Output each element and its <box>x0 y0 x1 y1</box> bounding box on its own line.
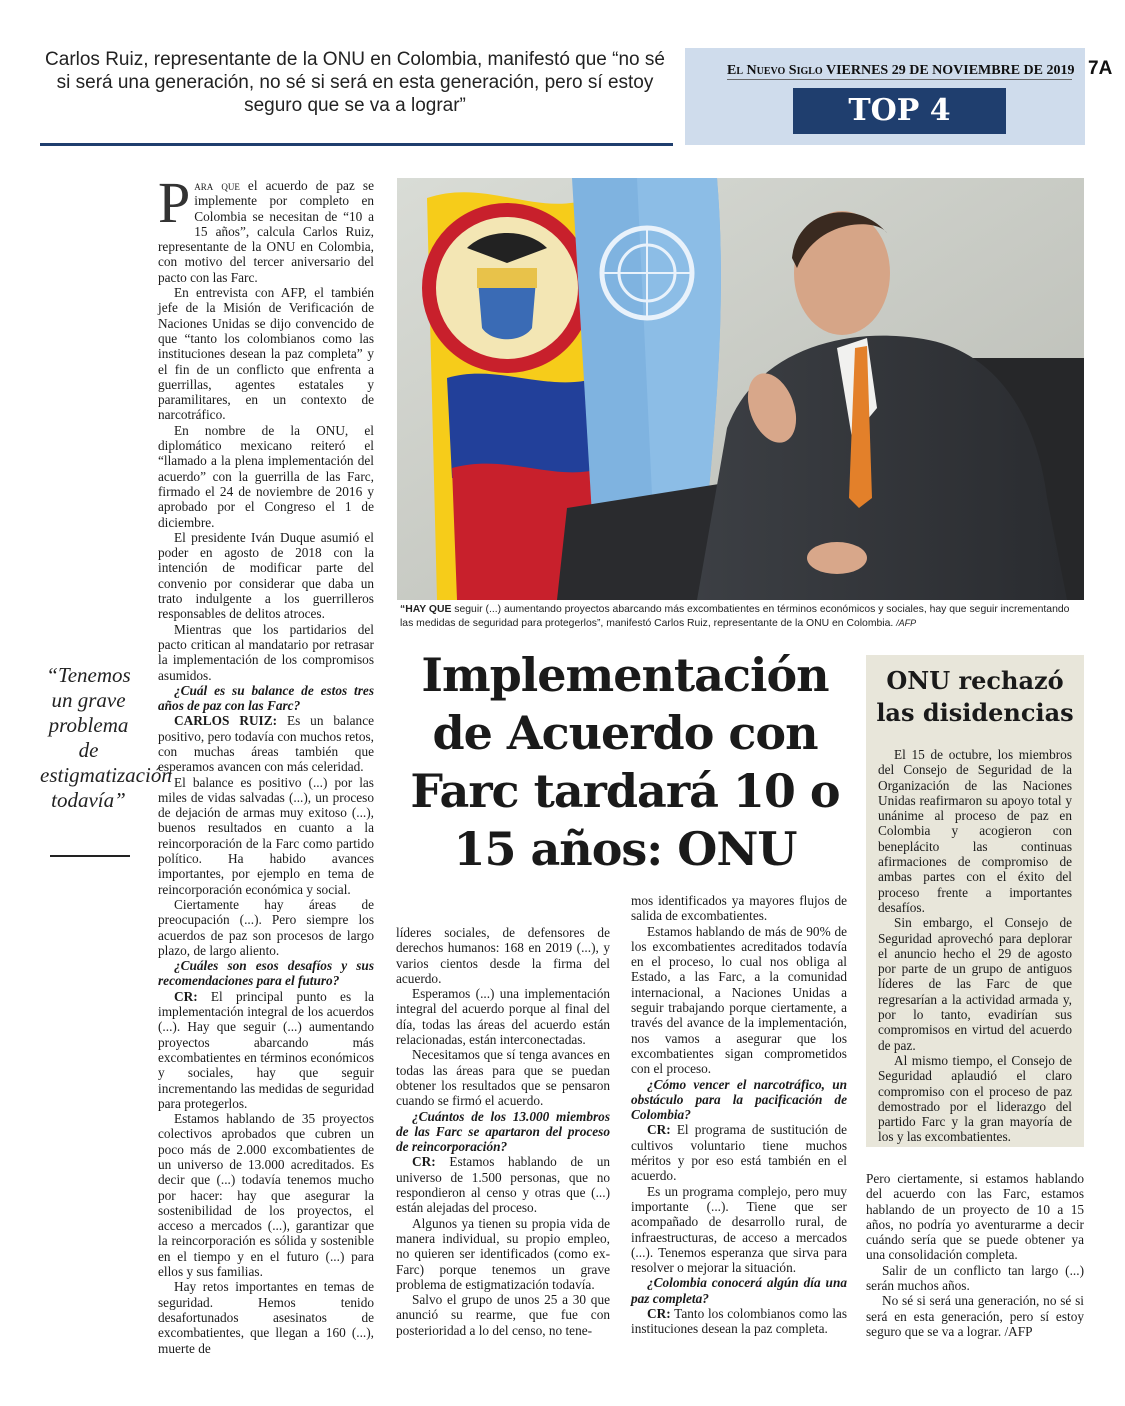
article-column-3 <box>396 925 610 1338</box>
speaker-label: CR: <box>647 1122 671 1138</box>
page-number: 7A <box>1088 58 1113 79</box>
lead-text: el acuerdo de paz se implemente por completo en Colombia se necesitan de “10 a 15 años”, calcula Carlos Ruiz, representante de la ONU en Colombia, con motivo del tercer aniversario del pacto con las Farc. <box>158 178 374 285</box>
paragraph: Mientras que los partidarios del pacto critican al mandatario por retrasar la implementación de los compromisos asumidos. <box>158 621 374 683</box>
paragraph: El balance es positivo (...) por las miles de vidas salvadas (...), un proceso de dejación de armas muy exitoso (...), buenos resultados en cuanto a la reincorporación de la Farc como partido político. Ha habido avances importantes, por ejemplo en tema de reincorporación económica y social. <box>158 774 374 897</box>
paragraph: Algunos ya tienen su propia vida de manera individual, su propio empleo, no quieren ser identificados (como ex-Farc) porque tenemos un grave problema de estigmatización todavía. <box>396 1215 610 1292</box>
paragraph: El 15 de octubre, los miembros del Consejo de Seguridad de la Organización de las Naciones Unidas reafirmaron su apoyo total y unánime al proceso de paz en Colombia y acogieron con beneplácito las continuas afirmaciones de compromiso de ambas partes con el éxito del proceso frente a importantes desafíos. <box>878 747 1072 915</box>
paragraph: Al mismo tiempo, el Consejo de Seguridad aplaudió el claro compromiso con el proceso de paz demostrado por el liderazgo del partido Farc y la gran mayoría de los y las excombatientes. <box>878 1052 1072 1145</box>
speaker-label: CR: <box>412 1154 436 1170</box>
lead-words: ara que <box>194 178 240 193</box>
photo-caption <box>400 603 1080 630</box>
article-photo <box>397 178 1084 600</box>
speaker-label: CR: <box>174 988 198 1004</box>
paragraph: Salvo el grupo de unos 25 a 30 que anunció su rearme, que fue con posterioridad a lo del censo, no tene- <box>396 1292 610 1338</box>
newspaper-name: El Nuevo Siglo <box>727 63 823 78</box>
answer-text: El principal punto es la implementación integral de los acuerdos (...). Hay que seguir (...) aumentando proyectos abarcando más excombatientes en términos económicos y sociales, hay que seguir incrementando las medidas de seguridad para protegerlos. <box>158 988 374 1111</box>
header-quote: Carlos Ruiz, representante de la ONU en Colombia, manifestó que “no sé si será una generación, no sé si será en esta generación, pero sí estoy seguro que se va a lograr” <box>45 49 665 116</box>
interview-answer <box>396 1154 610 1215</box>
interview-answer <box>158 713 374 774</box>
answer-text: El programa de sustitución de cultivos voluntario tiene muchos méritos y por eso está también en el acuerdo. <box>631 1122 847 1184</box>
interview-answer <box>158 989 374 1111</box>
interview-question: ¿Colombia conocerá algún día una paz completa? <box>631 1275 847 1306</box>
paragraph: Estamos hablando de 35 proyectos colectivos aprobados que cubren un poco más de 2.000 excombatientes de un universo de 13.000 acreditados. Es decir que (...) todavía tenemos mucho por hacer: hay que asegurar la sostenibilidad de los proyectos, el acceso a mercados (...), garantizar que la reincorporación es sólida y sostenible en el tiempo y en el futuro (...) para ellos y sus familias. <box>158 1111 374 1280</box>
paragraph: Salir de un conflicto tan largo (...) serán muchos años. <box>866 1262 1084 1294</box>
paragraph: Pero ciertamente, si estamos hablando del acuerdo con las Farc, estamos hablando de un proyecto de 10 a 15 años, no podría yo aventurarme a decir cuándo sería que se puede obtener ya una consolidación completa. <box>866 1171 1084 1263</box>
interview-question: ¿Cuántos de los 13.000 miembros de las Farc se apartaron del proceso de reincorporación? <box>396 1108 610 1155</box>
masthead <box>685 48 1113 145</box>
paragraph: En nombre de la ONU, el diplomático mexicano reiteró el “llamado a la plena implementación del acuerdo” con la guerrilla de las Farc, firmado el 24 de noviembre de 2016 y aprobado por el Congreso el 1 de diciembre. <box>158 422 374 530</box>
header-divider <box>40 143 673 146</box>
headline: Implementación de Acuerdo con Farc tardará 10 o 15 años: ONU <box>410 648 840 876</box>
interview-question: ¿Cuáles son esos desafíos y sus recomendaciones para el futuro? <box>158 958 374 989</box>
answer-text: Tanto los colombianos como las instituciones desean la paz completa. <box>631 1306 847 1337</box>
pull-quote-rule <box>50 855 130 857</box>
caption-lead: “HAY QUE <box>400 604 452 615</box>
answer-text: Estamos hablando de un universo de 1.500 personas, que no respondieron al censo y otras que (...) están alejadas del proceso. <box>396 1154 610 1216</box>
paragraph: Necesitamos que sí tenga avances en todas las áreas para que se puedan obtener los resultados que se pensaron cuando se firmó el acuerdo. <box>396 1047 610 1109</box>
paragraph: No sé si será una generación, no sé si será en esta generación, pero sí estoy seguro que se va a lograr. /AFP <box>866 1293 1084 1339</box>
masthead-rule <box>727 79 1072 80</box>
paragraph: Esperamos (...) una implementación integral del acuerdo porque al final del día, todas las áreas del acuerdo están relacionadas, están interconectadas. <box>396 986 610 1048</box>
pull-quote: “Tenemos un grave problema de estigmatización todavía” <box>40 663 172 812</box>
interview-question: ¿Cómo vencer el narcotráfico, un obstáculo para la pacificación de Colombia? <box>631 1076 847 1123</box>
caption-text: seguir (...) aumentando proyectos abarcando más excombatientes en términos económicos y sociales, hay que seguir incrementando las medidas de seguridad para protegerlos”, manifestó Carlos Ruiz, representante de la ONU en Colombia. <box>400 604 1070 629</box>
paragraph: Es un programa complejo, pero muy importante (...). Tiene que ser acompañado de desarrollo rural, de infraestructuras, de acceso a mercados (...). Tenemos esperanza que sirva para resolver o mejorar la situación. <box>631 1183 847 1276</box>
section-badge: TOP 4 <box>793 88 1006 134</box>
sidebar-title: ONU rechazó las disidencias <box>876 666 1074 727</box>
paragraph: Sin embargo, el Consejo de Seguridad aprovechó para deplorar el anuncio hecho el 29 de agosto por parte de un grupo de antiguos líderes de las Farc de que regresarían a la actividad armada y, por lo tanto, evadirían sus compromisos en virtud del acuerdo de paz. <box>878 915 1072 1053</box>
article-column-5 <box>866 1171 1084 1339</box>
sidebar-box <box>866 655 1084 1147</box>
answer-text: Es un balance positivo, pero todavía con muchos retos, con muchas áreas también que esperamos avancen con más celeridad. <box>158 713 375 775</box>
paragraph: Ciertamente hay áreas de preocupación (...). Pero siempre los acuerdos de paz son procesos de largo plazo, de largo aliento. <box>158 896 374 958</box>
paragraph: Hay retos importantes en temas de seguridad. Hemos tenido desafortunados asesinatos de excombatientes, que llegan a 160 (...), muerte de <box>158 1279 374 1356</box>
masthead-line <box>727 58 1112 80</box>
interview-question: ¿Cuál es su balance de estos tres años de paz con las Farc? <box>158 682 374 714</box>
lead-paragraph <box>158 170 374 285</box>
article-column-4 <box>631 893 847 1337</box>
interview-answer <box>631 1122 847 1183</box>
photo-credit: /AFP <box>896 617 917 628</box>
paragraph: mos identificados ya mayores flujos de salida de excombatientes. <box>631 893 847 924</box>
paragraph: Estamos hablando de más de 90% de los excombatientes acreditados todavía en el proceso, lo cual nos obliga al Estado, a las Farc, a la comunidad internacional, a Naciones Unidas a seguir trabajando porque ciertamente, a través del avance de la implementación, nos vamos a asegurar que los excombatientes sigan comprometidos con el proceso. <box>631 923 847 1077</box>
paragraph: líderes sociales, de defensores de derechos humanos: 168 en 2019 (...), y varios cientos desde la firma del acuerdo. <box>396 925 610 986</box>
photo-illustration <box>397 178 1084 600</box>
speaker-label: CARLOS RUIZ: <box>174 713 278 729</box>
issue-date: VIERNES 29 DE NOVIEMBRE DE 2019 <box>825 63 1075 78</box>
paragraph: El presidente Iván Duque asumió el poder en agosto de 2018 con la intención de modificar parte del convenio por considerar que daba un trato indulgente a los guerrilleros responsables de delitos atroces. <box>158 529 374 622</box>
drop-cap: P <box>158 170 191 235</box>
article-column-1 <box>158 170 375 1356</box>
paragraph: En entrevista con AFP, el también jefe de la Misión de Verificación de Naciones Unidas se dijo convencido de que “tanto los colombianos como las instituciones desean la paz completa” y el fin de un conflicto que enfrenta a guerrillas, agentes estatales y paramilitares, en un contexto de narcotráfico. <box>158 285 374 423</box>
sidebar-body <box>878 747 1072 1145</box>
speaker-label: CR: <box>647 1306 671 1322</box>
interview-answer <box>631 1306 847 1337</box>
